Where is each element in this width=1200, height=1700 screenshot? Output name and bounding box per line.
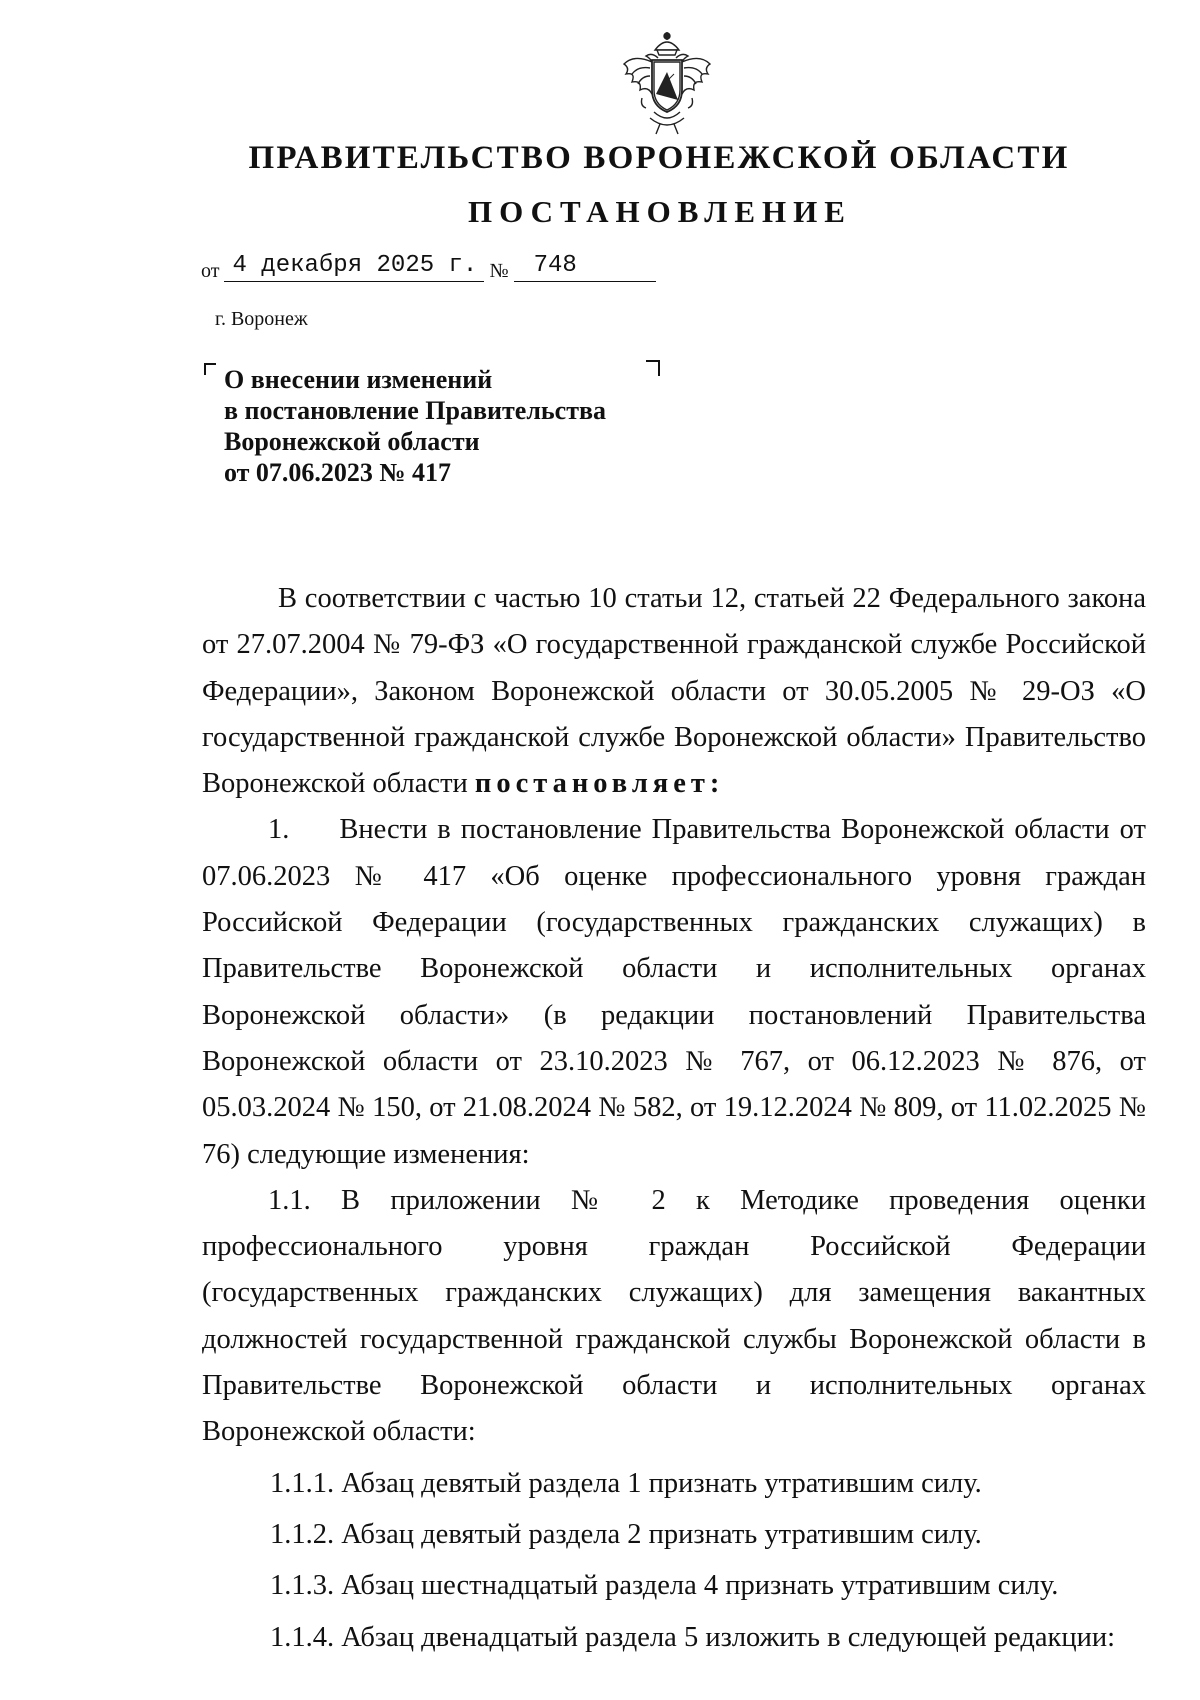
- voronezh-coat-of-arms-icon: [612, 28, 722, 138]
- date-prefix: от: [201, 260, 220, 282]
- item-1-1-3-paragraph: 1.1.3. Абзац шестнадцатый раздела 4 признать утратившим силу.: [270, 1570, 1059, 1602]
- document-number: 748: [514, 252, 656, 282]
- date-number-line: [201, 252, 656, 288]
- organization-name: ПРАВИТЕЛЬСТВО ВОРОНЕЖСКОЙ ОБЛАСТИ: [248, 140, 1070, 176]
- item-1-paragraph: 1. Внести в постановление Правительства Воронежской области от 07.06.2023 № 417 «Об оценке профессионального уровня граждан Российской Федерации (государственных гражданских служащих) в Правительстве Воронежской области и исполнительных органах Воронежской области» (в редакции постановлений Правительства Воронежской области от 23.10.2023 № 767, от 06.12.2023 № 876, от 05.03.2024 № 150, от 21.08.2024 № 582, от 19.12.2024 № 809, от 11.02.2025 № 76) следующие изменения:: [202, 814, 1146, 1170]
- item-1-1-paragraph: 1.1. В приложении № 2 к Методике проведения оценки профессионального уровня граждан Российской Федерации (государственных гражданских служащих) для замещения вакантных должностей государственной гражданской службы Воронежской области в Правительстве Воронежской области и исполнительных органах Воронежской области:: [202, 1184, 1146, 1448]
- subject-line: от 07.06.2023 № 417: [224, 458, 452, 487]
- subject-corner-right: [646, 360, 660, 376]
- subject-line: О внесении изменений: [224, 365, 493, 394]
- resolves-word: постановляет:: [474, 768, 725, 800]
- subject-line: Воронежской области: [224, 427, 480, 456]
- subject-line: в постановление Правительства: [224, 396, 607, 425]
- preamble-text: В соответствии с частью 10 статьи 12, статьей 22 Федерального закона от 27.07.2004 № 79-ФЗ «О государственной гражданской службе Российской Федерации», Законом Воронежской области от 30.05.2005 № 29-ОЗ «О государственной гражданской службе Воронежской области» Правительство Воронежской области: [202, 583, 1146, 800]
- document-body: [202, 576, 1146, 1661]
- number-prefix: №: [489, 260, 509, 282]
- preamble-paragraph: [202, 576, 1146, 807]
- subject-corner-left: [204, 363, 216, 375]
- item-1-1-2-paragraph: 1.1.2. Абзац девятый раздела 2 признать утратившим силу.: [270, 1518, 982, 1550]
- item-1-1-4-paragraph: 1.1.4. Абзац двенадцатый раздела 5 изложить в следующей редакции:: [270, 1621, 1116, 1653]
- city-name: г. Воронеж: [215, 308, 308, 330]
- document-subject: [224, 364, 606, 488]
- item-1-1-1-paragraph: 1.1.1. Абзац девятый раздела 1 признать утратившим силу.: [270, 1467, 982, 1499]
- document-date: 4 декабря 2025 г.: [224, 252, 484, 282]
- document-type: ПОСТАНОВЛЕНИЕ: [468, 194, 852, 229]
